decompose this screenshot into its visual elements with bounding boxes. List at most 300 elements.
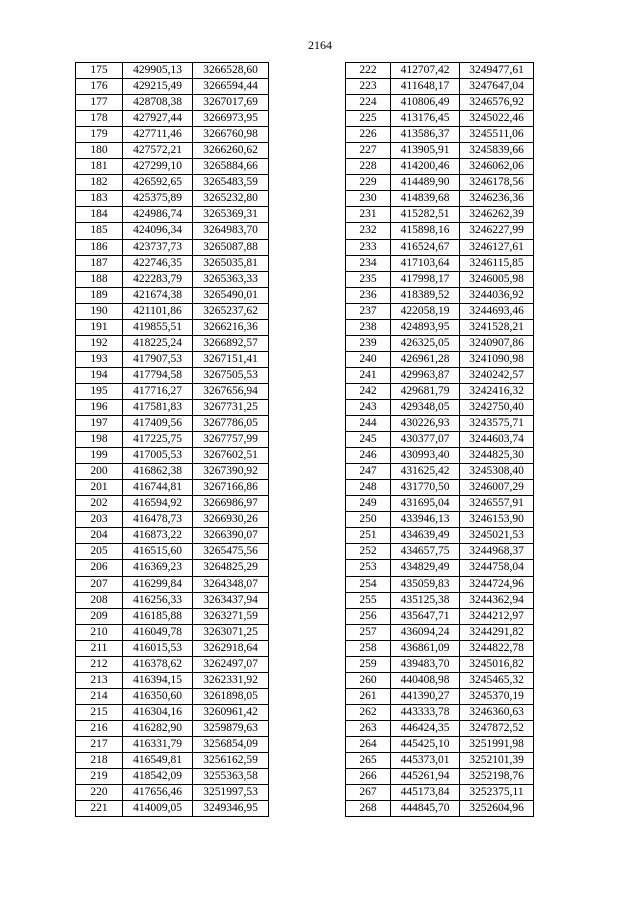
y-coordinate-cell: 3252101,39	[460, 753, 534, 769]
y-coordinate-cell: 3262331,92	[193, 672, 269, 688]
x-coordinate-cell: 425375,89	[123, 191, 193, 207]
y-coordinate-cell: 3267017,69	[193, 95, 269, 111]
point-number-cell: 209	[76, 608, 123, 624]
table-row	[76, 159, 269, 175]
point-number-cell: 229	[346, 175, 391, 191]
y-coordinate-cell: 3265490,01	[193, 287, 269, 303]
x-coordinate-cell: 412707,42	[391, 63, 460, 79]
y-coordinate-cell: 3243575,71	[460, 416, 534, 432]
x-coordinate-cell: 434657,75	[391, 544, 460, 560]
point-number-cell: 213	[76, 672, 123, 688]
table-row	[76, 576, 269, 592]
y-coordinate-cell: 3244693,46	[460, 303, 534, 319]
table-row	[76, 319, 269, 335]
y-coordinate-cell: 3266973,95	[193, 111, 269, 127]
x-coordinate-cell: 427927,44	[123, 111, 193, 127]
y-coordinate-cell: 3245021,53	[460, 528, 534, 544]
x-coordinate-cell: 416049,78	[123, 624, 193, 640]
point-number-cell: 199	[76, 448, 123, 464]
table-row	[76, 592, 269, 608]
x-coordinate-cell: 416282,90	[123, 720, 193, 736]
table-row	[346, 672, 534, 688]
table-row	[346, 640, 534, 656]
x-coordinate-cell: 416304,16	[123, 704, 193, 720]
point-number-cell: 200	[76, 464, 123, 480]
table-row	[346, 624, 534, 640]
x-coordinate-cell: 426961,28	[391, 351, 460, 367]
x-coordinate-cell: 426325,05	[391, 335, 460, 351]
x-coordinate-cell: 424096,34	[123, 223, 193, 239]
x-coordinate-cell: 444845,70	[391, 801, 460, 817]
point-number-cell: 267	[346, 785, 391, 801]
x-coordinate-cell: 443333,78	[391, 704, 460, 720]
table-row	[346, 688, 534, 704]
table-row	[76, 303, 269, 319]
table-row	[346, 303, 534, 319]
point-number-cell: 231	[346, 207, 391, 223]
point-number-cell: 190	[76, 303, 123, 319]
point-number-cell: 237	[346, 303, 391, 319]
point-number-cell: 195	[76, 383, 123, 399]
point-number-cell: 253	[346, 560, 391, 576]
point-number-cell: 217	[76, 736, 123, 752]
y-coordinate-cell: 3241528,21	[460, 319, 534, 335]
y-coordinate-cell: 3246127,61	[460, 239, 534, 255]
y-coordinate-cell: 3249346,95	[193, 801, 269, 817]
y-coordinate-cell: 3244822,78	[460, 640, 534, 656]
point-number-cell: 240	[346, 351, 391, 367]
table-row	[346, 416, 534, 432]
y-coordinate-cell: 3246005,98	[460, 271, 534, 287]
point-number-cell: 258	[346, 640, 391, 656]
x-coordinate-cell: 416862,38	[123, 464, 193, 480]
point-number-cell: 178	[76, 111, 123, 127]
y-coordinate-cell: 3267786,05	[193, 416, 269, 432]
point-number-cell: 244	[346, 416, 391, 432]
table-row	[346, 576, 534, 592]
point-number-cell: 183	[76, 191, 123, 207]
point-number-cell: 187	[76, 255, 123, 271]
x-coordinate-cell: 422058,19	[391, 303, 460, 319]
table-row	[76, 223, 269, 239]
x-coordinate-cell: 417005,53	[123, 448, 193, 464]
x-coordinate-cell: 440408,98	[391, 672, 460, 688]
x-coordinate-cell: 417409,56	[123, 416, 193, 432]
y-coordinate-cell: 3255363,58	[193, 769, 269, 785]
x-coordinate-cell: 429905,13	[123, 63, 193, 79]
y-coordinate-cell: 3265035,81	[193, 255, 269, 271]
y-coordinate-cell: 3267166,86	[193, 480, 269, 496]
point-number-cell: 202	[76, 496, 123, 512]
table-row	[76, 785, 269, 801]
table-row	[346, 769, 534, 785]
x-coordinate-cell: 417794,58	[123, 367, 193, 383]
x-coordinate-cell: 416744,81	[123, 480, 193, 496]
x-coordinate-cell: 428708,38	[123, 95, 193, 111]
y-coordinate-cell: 3266528,60	[193, 63, 269, 79]
point-number-cell: 260	[346, 672, 391, 688]
point-number-cell: 201	[76, 480, 123, 496]
point-number-cell: 182	[76, 175, 123, 191]
y-coordinate-cell: 3262497,07	[193, 656, 269, 672]
point-number-cell: 227	[346, 143, 391, 159]
table-row	[76, 63, 269, 79]
table-row	[76, 464, 269, 480]
table-row	[76, 207, 269, 223]
x-coordinate-cell: 418225,24	[123, 335, 193, 351]
point-number-cell: 233	[346, 239, 391, 255]
x-coordinate-cell: 435647,71	[391, 608, 460, 624]
x-coordinate-cell: 426592,65	[123, 175, 193, 191]
point-number-cell: 177	[76, 95, 123, 111]
x-coordinate-cell: 434829,49	[391, 560, 460, 576]
table-row	[346, 95, 534, 111]
point-number-cell: 257	[346, 624, 391, 640]
x-coordinate-cell: 431695,04	[391, 496, 460, 512]
point-number-cell: 254	[346, 576, 391, 592]
point-number-cell: 220	[76, 785, 123, 801]
table-row	[76, 111, 269, 127]
y-coordinate-cell: 3252375,11	[460, 785, 534, 801]
table-row	[346, 127, 534, 143]
x-coordinate-cell: 422283,79	[123, 271, 193, 287]
point-number-cell: 245	[346, 432, 391, 448]
table-row	[76, 560, 269, 576]
y-coordinate-cell: 3245370,19	[460, 688, 534, 704]
table-row	[346, 608, 534, 624]
point-number-cell: 176	[76, 79, 123, 95]
table-row	[76, 335, 269, 351]
table-row	[76, 720, 269, 736]
y-coordinate-cell: 3267757,99	[193, 432, 269, 448]
point-number-cell: 224	[346, 95, 391, 111]
y-coordinate-cell: 3259879,63	[193, 720, 269, 736]
point-number-cell: 268	[346, 801, 391, 817]
table-row	[76, 143, 269, 159]
table-row	[76, 416, 269, 432]
point-number-cell: 185	[76, 223, 123, 239]
point-number-cell: 198	[76, 432, 123, 448]
x-coordinate-cell: 416378,62	[123, 656, 193, 672]
table-row	[346, 159, 534, 175]
coordinate-table-right-body	[346, 63, 534, 817]
y-coordinate-cell: 3267656,94	[193, 383, 269, 399]
point-number-cell: 188	[76, 271, 123, 287]
table-row	[76, 656, 269, 672]
point-number-cell: 225	[346, 111, 391, 127]
point-number-cell: 179	[76, 127, 123, 143]
point-number-cell: 236	[346, 287, 391, 303]
point-number-cell: 256	[346, 608, 391, 624]
x-coordinate-cell: 435059,83	[391, 576, 460, 592]
x-coordinate-cell: 417656,46	[123, 785, 193, 801]
x-coordinate-cell: 417907,53	[123, 351, 193, 367]
x-coordinate-cell: 439483,70	[391, 656, 460, 672]
point-number-cell: 251	[346, 528, 391, 544]
y-coordinate-cell: 3241090,98	[460, 351, 534, 367]
y-coordinate-cell: 3266760,98	[193, 127, 269, 143]
y-coordinate-cell: 3245308,40	[460, 464, 534, 480]
x-coordinate-cell: 430993,40	[391, 448, 460, 464]
x-coordinate-cell: 417581,83	[123, 399, 193, 415]
y-coordinate-cell: 3267505,53	[193, 367, 269, 383]
table-row	[76, 191, 269, 207]
y-coordinate-cell: 3249477,61	[460, 63, 534, 79]
table-row	[76, 769, 269, 785]
y-coordinate-cell: 3264983,70	[193, 223, 269, 239]
y-coordinate-cell: 3262918,64	[193, 640, 269, 656]
y-coordinate-cell: 3263071,25	[193, 624, 269, 640]
y-coordinate-cell: 3247647,04	[460, 79, 534, 95]
y-coordinate-cell: 3244212,97	[460, 608, 534, 624]
x-coordinate-cell: 414009,05	[123, 801, 193, 817]
y-coordinate-cell: 3246153,90	[460, 512, 534, 528]
table-row	[76, 624, 269, 640]
x-coordinate-cell: 416394,15	[123, 672, 193, 688]
table-row	[76, 127, 269, 143]
point-number-cell: 232	[346, 223, 391, 239]
y-coordinate-cell: 3242416,32	[460, 383, 534, 399]
table-row	[76, 688, 269, 704]
x-coordinate-cell: 416478,73	[123, 512, 193, 528]
x-coordinate-cell: 414839,68	[391, 191, 460, 207]
table-row	[346, 191, 534, 207]
x-coordinate-cell: 417998,17	[391, 271, 460, 287]
point-number-cell: 263	[346, 720, 391, 736]
point-number-cell: 223	[346, 79, 391, 95]
point-number-cell: 211	[76, 640, 123, 656]
table-row	[346, 319, 534, 335]
point-number-cell: 259	[346, 656, 391, 672]
x-coordinate-cell: 429348,05	[391, 399, 460, 415]
y-coordinate-cell: 3244036,92	[460, 287, 534, 303]
y-coordinate-cell: 3244291,82	[460, 624, 534, 640]
x-coordinate-cell: 418542,09	[123, 769, 193, 785]
point-number-cell: 184	[76, 207, 123, 223]
point-number-cell: 194	[76, 367, 123, 383]
point-number-cell: 266	[346, 769, 391, 785]
y-coordinate-cell: 3252604,96	[460, 801, 534, 817]
table-row	[346, 801, 534, 817]
y-coordinate-cell: 3244825,30	[460, 448, 534, 464]
y-coordinate-cell: 3265884,66	[193, 159, 269, 175]
x-coordinate-cell: 416524,67	[391, 239, 460, 255]
x-coordinate-cell: 434639,49	[391, 528, 460, 544]
table-row	[76, 239, 269, 255]
point-number-cell: 203	[76, 512, 123, 528]
y-coordinate-cell: 3265087,88	[193, 239, 269, 255]
point-number-cell: 246	[346, 448, 391, 464]
point-number-cell: 222	[346, 63, 391, 79]
point-number-cell: 210	[76, 624, 123, 640]
y-coordinate-cell: 3245465,32	[460, 672, 534, 688]
point-number-cell: 239	[346, 335, 391, 351]
point-number-cell: 247	[346, 464, 391, 480]
y-coordinate-cell: 3246262,39	[460, 207, 534, 223]
x-coordinate-cell: 441390,27	[391, 688, 460, 704]
table-row	[76, 528, 269, 544]
x-coordinate-cell: 416873,22	[123, 528, 193, 544]
y-coordinate-cell: 3244758,04	[460, 560, 534, 576]
table-row	[346, 383, 534, 399]
x-coordinate-cell: 416015,53	[123, 640, 193, 656]
y-coordinate-cell: 3245511,06	[460, 127, 534, 143]
y-coordinate-cell: 3251997,53	[193, 785, 269, 801]
x-coordinate-cell: 430226,93	[391, 416, 460, 432]
table-row	[346, 448, 534, 464]
point-number-cell: 241	[346, 367, 391, 383]
y-coordinate-cell: 3246007,29	[460, 480, 534, 496]
x-coordinate-cell: 427711,46	[123, 127, 193, 143]
x-coordinate-cell: 445261,94	[391, 769, 460, 785]
y-coordinate-cell: 3266930,26	[193, 512, 269, 528]
point-number-cell: 265	[346, 753, 391, 769]
x-coordinate-cell: 433946,13	[391, 512, 460, 528]
y-coordinate-cell: 3265369,31	[193, 207, 269, 223]
point-number-cell: 192	[76, 335, 123, 351]
point-number-cell: 215	[76, 704, 123, 720]
table-row	[346, 512, 534, 528]
y-coordinate-cell: 3256162,59	[193, 753, 269, 769]
table-row	[346, 496, 534, 512]
table-row	[76, 736, 269, 752]
x-coordinate-cell: 416549,81	[123, 753, 193, 769]
y-coordinate-cell: 3245016,82	[460, 656, 534, 672]
y-coordinate-cell: 3246360,63	[460, 704, 534, 720]
point-number-cell: 208	[76, 592, 123, 608]
y-coordinate-cell: 3242750,40	[460, 399, 534, 415]
table-row	[76, 801, 269, 817]
x-coordinate-cell: 423737,73	[123, 239, 193, 255]
point-number-cell: 181	[76, 159, 123, 175]
point-number-cell: 193	[76, 351, 123, 367]
point-number-cell: 250	[346, 512, 391, 528]
point-number-cell: 249	[346, 496, 391, 512]
x-coordinate-cell: 436094,24	[391, 624, 460, 640]
table-row	[76, 175, 269, 191]
y-coordinate-cell: 3260961,42	[193, 704, 269, 720]
x-coordinate-cell: 415898,16	[391, 223, 460, 239]
x-coordinate-cell: 416256,33	[123, 592, 193, 608]
point-number-cell: 216	[76, 720, 123, 736]
x-coordinate-cell: 446424,35	[391, 720, 460, 736]
point-number-cell: 214	[76, 688, 123, 704]
table-row	[346, 255, 534, 271]
table-row	[76, 496, 269, 512]
point-number-cell: 191	[76, 319, 123, 335]
y-coordinate-cell: 3266892,57	[193, 335, 269, 351]
table-row	[76, 432, 269, 448]
point-number-cell: 180	[76, 143, 123, 159]
y-coordinate-cell: 3247872,52	[460, 720, 534, 736]
table-row	[346, 753, 534, 769]
x-coordinate-cell: 422746,35	[123, 255, 193, 271]
point-number-cell: 206	[76, 560, 123, 576]
table-row	[346, 785, 534, 801]
point-number-cell: 248	[346, 480, 391, 496]
x-coordinate-cell: 417225,75	[123, 432, 193, 448]
point-number-cell: 205	[76, 544, 123, 560]
y-coordinate-cell: 3265232,80	[193, 191, 269, 207]
y-coordinate-cell: 3266260,62	[193, 143, 269, 159]
y-coordinate-cell: 3267602,51	[193, 448, 269, 464]
y-coordinate-cell: 3246227,99	[460, 223, 534, 239]
y-coordinate-cell: 3265237,62	[193, 303, 269, 319]
x-coordinate-cell: 415282,51	[391, 207, 460, 223]
x-coordinate-cell: 421674,38	[123, 287, 193, 303]
y-coordinate-cell: 3246576,92	[460, 95, 534, 111]
point-number-cell: 226	[346, 127, 391, 143]
table-row	[346, 736, 534, 752]
table-row	[346, 367, 534, 383]
point-number-cell: 255	[346, 592, 391, 608]
coordinate-table-left	[75, 62, 269, 817]
x-coordinate-cell: 413586,37	[391, 127, 460, 143]
y-coordinate-cell: 3246115,85	[460, 255, 534, 271]
y-coordinate-cell: 3266216,36	[193, 319, 269, 335]
table-row	[346, 351, 534, 367]
y-coordinate-cell: 3267731,25	[193, 399, 269, 415]
y-coordinate-cell: 3246178,56	[460, 175, 534, 191]
point-number-cell: 242	[346, 383, 391, 399]
x-coordinate-cell: 416369,23	[123, 560, 193, 576]
point-number-cell: 261	[346, 688, 391, 704]
y-coordinate-cell: 3266594,44	[193, 79, 269, 95]
table-row	[76, 544, 269, 560]
table-row	[76, 448, 269, 464]
table-row	[76, 79, 269, 95]
table-row	[76, 351, 269, 367]
x-coordinate-cell: 431770,50	[391, 480, 460, 496]
table-row	[346, 464, 534, 480]
y-coordinate-cell: 3244362,94	[460, 592, 534, 608]
table-row	[346, 175, 534, 191]
y-coordinate-cell: 3252198,76	[460, 769, 534, 785]
y-coordinate-cell: 3244968,37	[460, 544, 534, 560]
point-number-cell: 218	[76, 753, 123, 769]
x-coordinate-cell: 416594,92	[123, 496, 193, 512]
table-row	[346, 480, 534, 496]
point-number-cell: 196	[76, 399, 123, 415]
table-row	[346, 720, 534, 736]
x-coordinate-cell: 427572,21	[123, 143, 193, 159]
x-coordinate-cell: 414489,90	[391, 175, 460, 191]
y-coordinate-cell: 3267390,92	[193, 464, 269, 480]
table-row	[76, 608, 269, 624]
y-coordinate-cell: 3245022,46	[460, 111, 534, 127]
table-row	[346, 143, 534, 159]
y-coordinate-cell: 3245839,66	[460, 143, 534, 159]
x-coordinate-cell: 424893,95	[391, 319, 460, 335]
point-number-cell: 175	[76, 63, 123, 79]
table-row	[346, 287, 534, 303]
x-coordinate-cell: 413176,45	[391, 111, 460, 127]
x-coordinate-cell: 413905,91	[391, 143, 460, 159]
x-coordinate-cell: 416299,84	[123, 576, 193, 592]
table-row	[346, 239, 534, 255]
table-row	[346, 271, 534, 287]
y-coordinate-cell: 3246557,91	[460, 496, 534, 512]
point-number-cell: 197	[76, 416, 123, 432]
table-row	[346, 432, 534, 448]
table-row	[76, 399, 269, 415]
point-number-cell: 264	[346, 736, 391, 752]
x-coordinate-cell: 435125,38	[391, 592, 460, 608]
y-coordinate-cell: 3265475,56	[193, 544, 269, 560]
table-row	[76, 255, 269, 271]
y-coordinate-cell: 3240242,57	[460, 367, 534, 383]
x-coordinate-cell: 411648,17	[391, 79, 460, 95]
